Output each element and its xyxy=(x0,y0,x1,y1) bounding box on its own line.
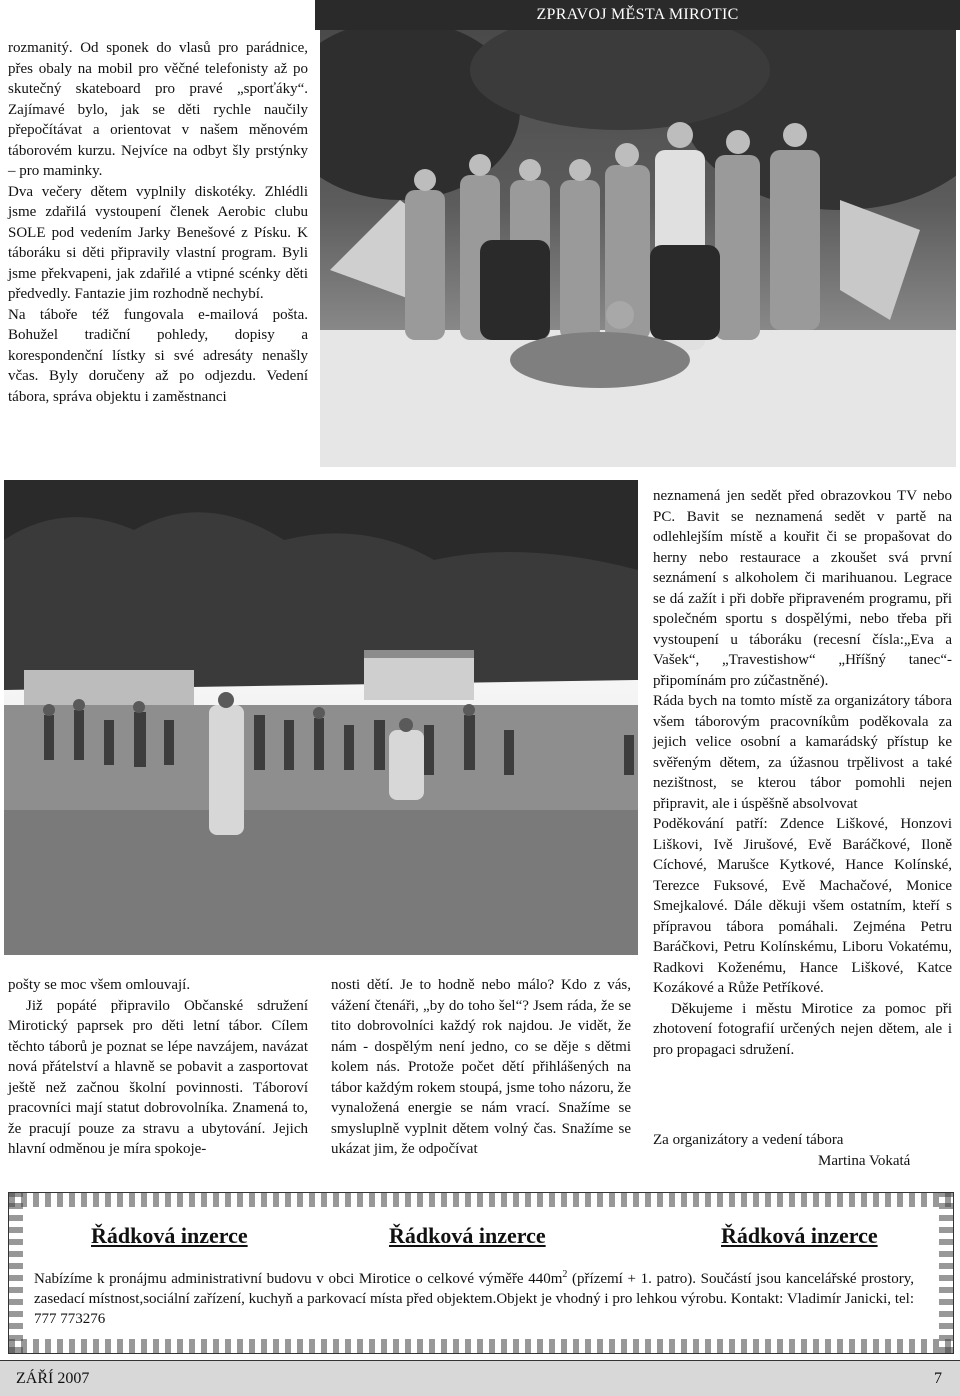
signoff-line-1: Za organizátory a vedení tábora xyxy=(653,1132,844,1148)
article-column-top-left xyxy=(8,38,308,407)
ornamental-border-left xyxy=(9,1193,23,1353)
ad-text-part1: Nabízíme k pronájmu administrativní budovu v obci Mirotice o celkové výměře 440m xyxy=(34,1271,563,1287)
newsletter-title: ZPRAVOJ MĚSTA MIROTIC xyxy=(536,6,739,23)
paragraph: Již popáté připravilo Občanské sdružení Mirotický paprsek pro děti letní tábor. Cílem těchto táborů je poznat se lépe navzájem, navázat nová přátelství a hlavně se pobavit a zasportovat ještě než začnou školní povinnosti. Táboroví pracovníci mají statut dobrovolníka. Znamená to, že pracují pouze za stravu a ubytování. Jejich hlavní odměnou je míra spokoje- xyxy=(8,997,308,1157)
costumed-group-photo xyxy=(320,30,956,467)
ad-text-part2: (přízemí + 1. patro). Součástí jsou kancelářské prostory, zasedací místnost,sociální zařízení, kuchyň a parkovací místa před objektem.Objekt je vhodný i pro lehkou výrobu. Kontakt: Vladimír Janicki, tel: 777 773276 xyxy=(34,1271,914,1327)
ad-heading: Řádková inzerce xyxy=(389,1223,546,1248)
paragraph: neznamená jen sedět před obrazovkou TV nebo PC. Bavit se neznamená sedět v partě na odlehlejším místě a kouřit či se propašovat do herny nebo restaurace a zkoušet svá první seznámení s alkoholem či marihuanou. Legrace se dá zažít i při dobře připraveném programu, při společném sportu s dospělými, nebo třeba při vystoupení u táboráku (recesní čísla:„Eva a Vašek“, „Travestishow“ „Hříšný tanec“- připomínám pro zúčastněné). xyxy=(653,488,952,689)
paragraph: Na táboře též fungovala e-mailová pošta. Bohužel tradiční pohledy, dopisy a korespondenční lístky si své adresáty nenašly včas. Byly doručeny až po odjezdu. Vedení tábora, správa objektu i zaměstnanci xyxy=(8,306,308,405)
page-footer xyxy=(0,1360,960,1396)
ornamental-border-right xyxy=(939,1193,953,1353)
article-column-bottom-middle xyxy=(331,975,631,1160)
paragraph: Ráda bych na tomto místě za organizátory tábora všem táborovým pracovníkům poděkovala za jejich velice osobní a kamarádský přístup ke svěřeným dětem, za úžasnou trpělivost a také nezištnost, se kterou tábor pomohli nejen připravit, ale i úspěšně absolvovat xyxy=(653,693,952,812)
paragraph: rozmanitý. Od sponek do vlasů pro parádnice, přes obaly na mobil pro věčné telefonisty až po skutečný skateboard pro pravé „sporťáky“. Zajímavé bylo, jak se děti rychle naučily přepočítávat a orientovat v našem měnovém táborovém kurzu. Nejvíce na odbyt šly prstýnky – pro maminky. xyxy=(8,40,308,179)
paragraph: Děkujeme i městu Mirotice za pomoc při zhotovení fotografií určených nejen dětem, ale i pro propagaci sdružení. xyxy=(653,1000,952,1058)
costumed-group-photo-image xyxy=(320,30,956,467)
article-column-right xyxy=(653,486,952,1060)
children-camp-field-photo xyxy=(4,480,638,955)
article-column-bottom-left xyxy=(8,975,308,1160)
signoff-author: Martina Vokatá xyxy=(818,1153,911,1169)
classified-ads-box xyxy=(8,1192,954,1354)
ornamental-border-top xyxy=(9,1193,953,1207)
newsletter-title-bar xyxy=(315,0,960,30)
paragraph: nosti dětí. Je to hodně nebo málo? Kdo z vás, vážení čtenáři, „by do toho šel“? Jsem ráda, že se tito dobrovolníci každý rok najdou. Je vidět, že nám - dospělým není jedno, co se děje s dětmi kolem nás. Protože počet dětí přihlášených na tábor každým rokem stoupá, jsme toho názoru, že vynaložená energie se nám vrací. Snažíme se smysluplně vyplnit dětem volný čas. Snažíme se ukázat jim, že odpočívat xyxy=(331,977,631,1157)
ad-text xyxy=(34,1265,914,1329)
ad-heading: Řádková inzerce xyxy=(721,1223,878,1248)
ad-text-superscript: 2 xyxy=(562,1269,568,1280)
paragraph: Dva večery dětem vyplnily diskotéky. Zhlédli jsme zdařilá vystoupení členek Aerobic clubu SOLE pod vedením Jarky Benešové z Písku. K táboráku si děti připravily vlastní program. Byli jsme překvapeni, jak zdařilé a vtipné scénky děti předvedly. Fantazie jim rozhodně nechybí. xyxy=(8,183,308,302)
children-camp-field-photo-image xyxy=(4,480,638,955)
paragraph: Poděkování patří: Zdence Liškové, Honzovi Liškovi, Ivě Jirušové, Evě Baráčkové, Iloně Cíchové, Marušce Kytkové, Hance Kolínské, Terezce Fuksové, Evě Machačové, Monice Smejkalové. Dále děkuji všem ostatním, kteří s přípravou tábora pomáhali. Zejména Petru Baráčkovi, Petru Kolínskému, Liboru Vokatému, Radkovi Koženému, Hance Liškové, Katce Kozákové a Růže Petříkové. xyxy=(653,816,952,996)
ornamental-border-bottom xyxy=(9,1339,953,1353)
issue-date: ZÁŘÍ 2007 xyxy=(16,1370,90,1387)
paragraph: pošty se moc všem omlouvají. xyxy=(8,977,191,993)
ad-heading: Řádková inzerce xyxy=(91,1223,248,1248)
page-number: 7 xyxy=(934,1370,942,1387)
